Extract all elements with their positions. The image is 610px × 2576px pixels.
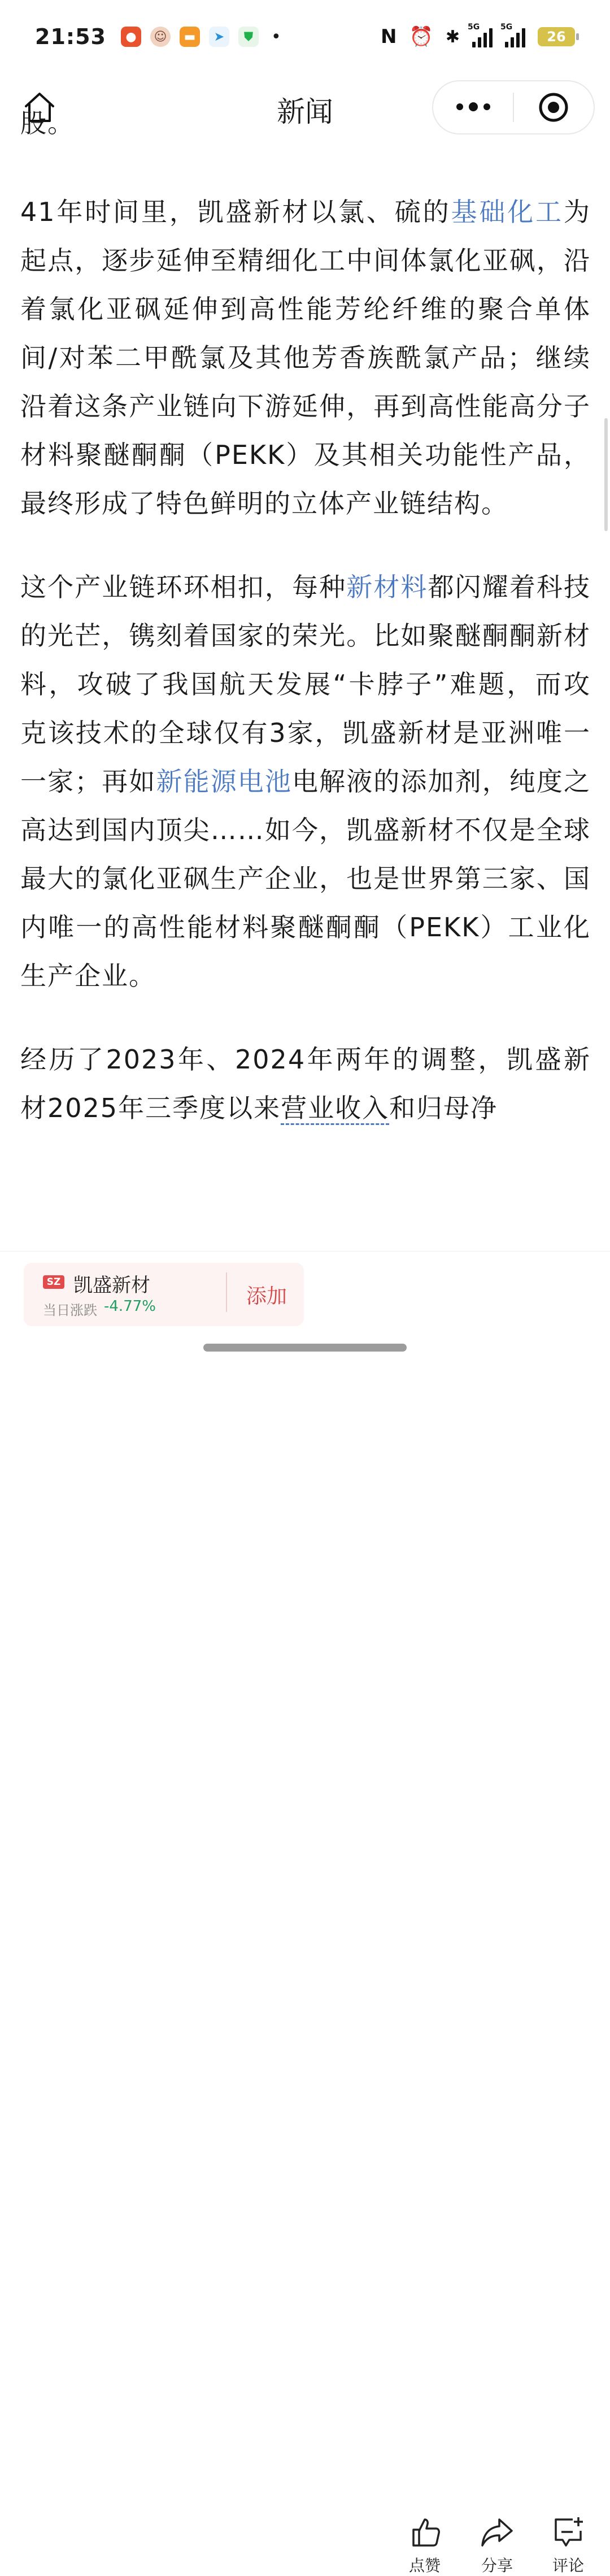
shield-notification-icon: ⛊ — [238, 27, 259, 47]
keyword-link[interactable]: 基础化工 — [451, 197, 564, 227]
more-dot-icon — [469, 102, 478, 111]
system-icons — [381, 25, 575, 48]
stock-change-value: -4.77% — [104, 1298, 156, 1315]
bluetooth-icon: ✱ — [445, 27, 460, 47]
comment-button[interactable] — [540, 2515, 596, 2576]
more-notifications-icon: • — [271, 27, 281, 47]
status-time: 21:53 — [35, 24, 106, 49]
wallet-notification-icon: ▬ — [180, 27, 200, 47]
keyword-link[interactable]: 新能源电池 — [156, 766, 292, 797]
article-paragraph: 这个产业链环环相扣，每种新材料都闪耀着科技的光芒，镌刻着国家的荣光。比如聚醚酮酮新材料，攻破了我国航天发展“卡脖子”难题，而攻克该技术的全球仅有3家，凯盛新材是亚洲唯一一家；再如新能源电池电解液的添加剂，纯度之高达到国内顶尖……如今，凯盛新材不仅是全球最大的氯化亚砜生产企业，也是世界第三家、国内唯一的高性能材料聚醚酮酮（PEKK）工业化生产企业。 — [20, 572, 591, 991]
add-stock-button[interactable]: 添加 — [246, 1285, 287, 1308]
signal-icon — [468, 23, 493, 47]
signal-icon-2 — [500, 23, 525, 47]
like-button[interactable] — [396, 2515, 453, 2576]
keyword-link[interactable]: 新材料 — [346, 572, 428, 602]
app-notification-icon: ● — [121, 27, 141, 47]
share-label: 分享 — [481, 2556, 513, 2575]
exchange-badge: SZ — [43, 1275, 64, 1289]
bottom-action-bar — [0, 1251, 610, 2575]
nfc-icon: N — [381, 25, 397, 48]
term-tooltip-link[interactable]: 营业收入 — [281, 1093, 389, 1125]
notification-icons — [121, 27, 281, 47]
share-icon — [480, 2515, 514, 2549]
battery-icon — [538, 27, 575, 46]
comment-label: 评论 — [552, 2556, 584, 2575]
more-dot-icon — [483, 103, 490, 110]
network-tag: 5G — [468, 23, 480, 32]
network-tag-2: 5G — [500, 23, 513, 32]
card-divider — [226, 1272, 227, 1312]
like-label: 点赞 — [408, 2556, 441, 2575]
thumbs-up-icon — [408, 2515, 442, 2549]
send-notification-icon: ➤ — [209, 27, 229, 47]
article-paragraph: 经历了2023年、2024年两年的调整，凯盛新材2025年三季度以来营业收入和归母净 — [20, 1035, 591, 1132]
home-indicator[interactable] — [203, 1344, 407, 1352]
page-title: 新闻 — [277, 95, 333, 128]
battery-level: 26 — [547, 29, 566, 45]
more-dot-icon — [456, 103, 463, 110]
share-button[interactable] — [469, 2515, 525, 2576]
stock-name: 凯盛新材 — [73, 1274, 150, 1297]
avatar-notification-icon: ☺ — [150, 27, 171, 47]
scrollbar[interactable] — [604, 418, 608, 531]
alarm-icon: ⏰ — [409, 25, 433, 48]
comment-add-icon — [551, 2515, 585, 2549]
more-button[interactable] — [433, 103, 513, 111]
article-paragraph: 41年时间里，凯盛新材以氯、硫的基础化工为起点，逐步延伸至精细化工中间体氯化亚砜，沿着氯化亚砜延伸到高性能芳纶纤维的聚合单体间/对苯二甲酰氯及其他芳香族酰氯产品；继续沿着这条产业链向下游延伸，再到高性能高分子材料聚醚酮酮（PEKK）及其相关功能性产品，最终形成了特色鲜明的立体产业链结构。 — [20, 197, 591, 519]
stock-change-label: 当日涨跌 — [43, 1302, 97, 1318]
status-bar — [0, 0, 610, 73]
cut-off-line: 股。 — [20, 108, 75, 138]
